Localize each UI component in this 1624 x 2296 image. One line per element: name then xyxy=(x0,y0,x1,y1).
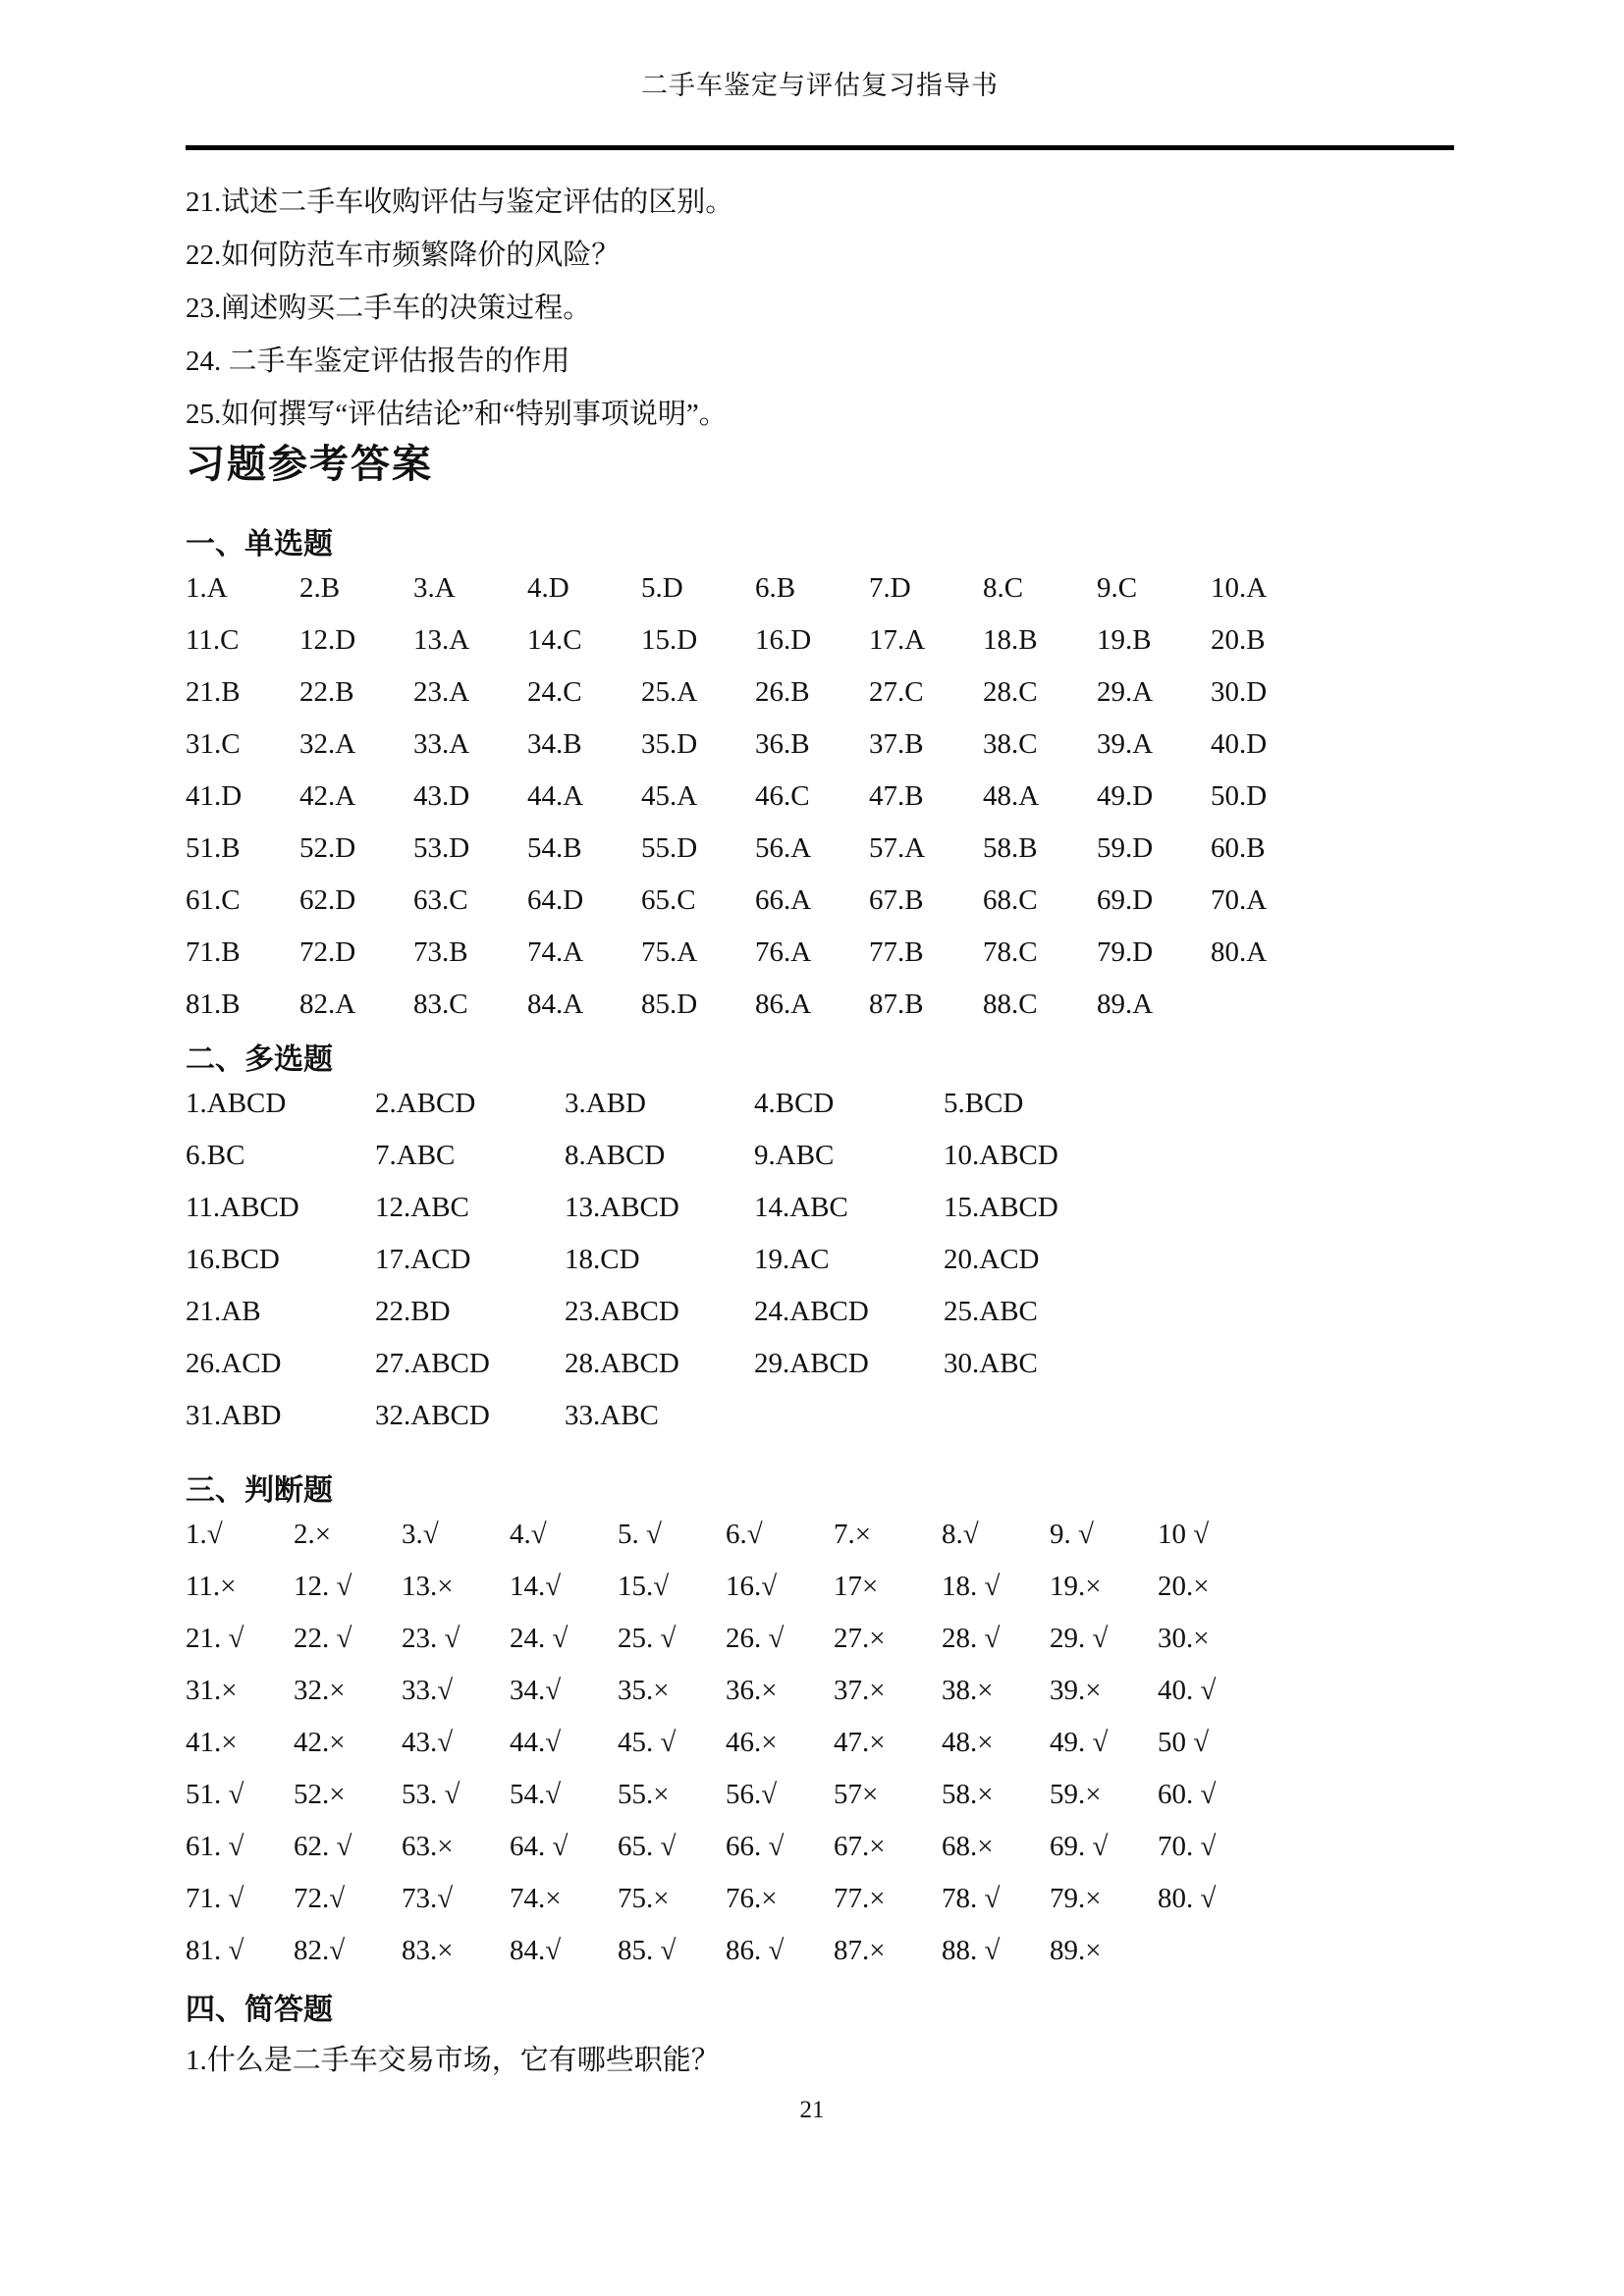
judgment-answer-grid xyxy=(186,1509,1454,1977)
answer-cell: 83.C xyxy=(413,988,468,1020)
answer-cell: 51. √ xyxy=(186,1779,244,1810)
answer-cell: 69. √ xyxy=(1050,1831,1109,1862)
answer-cell: 77.B xyxy=(869,936,924,968)
answer-cell: 5.BCD xyxy=(944,1088,1024,1119)
answer-cell: 34.√ xyxy=(510,1675,562,1706)
answer-cell: 78.C xyxy=(983,936,1038,968)
answer-cell: 58.B xyxy=(983,832,1038,864)
answer-row xyxy=(186,1925,1454,1977)
multi-choice-answer-grid xyxy=(186,1078,1454,1442)
answer-cell: 79.D xyxy=(1097,936,1154,968)
answer-row xyxy=(186,875,1454,927)
answer-cell: 29.A xyxy=(1097,676,1154,708)
answer-cell: 89.A xyxy=(1097,988,1154,1020)
answer-row xyxy=(186,1078,1454,1130)
answer-cell: 12.ABC xyxy=(375,1192,469,1223)
answer-cell: 55.D xyxy=(641,832,698,864)
answer-cell: 89.× xyxy=(1050,1935,1102,1966)
answer-cell: 6.√ xyxy=(726,1519,763,1550)
answer-cell: 51.B xyxy=(186,832,241,864)
answer-cell: 53. √ xyxy=(402,1779,460,1810)
answer-cell: 65. √ xyxy=(618,1831,677,1862)
answer-row xyxy=(186,1390,1454,1442)
answer-cell: 37.B xyxy=(869,728,924,760)
answer-cell: 76.A xyxy=(755,936,812,968)
answer-cell: 54.√ xyxy=(510,1779,562,1810)
answer-cell: 17.A xyxy=(869,624,926,656)
answer-cell: 48.× xyxy=(942,1727,994,1758)
answer-cell: 84.A xyxy=(527,988,584,1020)
answer-row xyxy=(186,1821,1454,1873)
answer-cell: 65.C xyxy=(641,884,696,916)
answer-cell: 19.B xyxy=(1097,624,1152,656)
answer-cell: 47.B xyxy=(869,780,924,812)
answer-cell: 26. √ xyxy=(726,1623,785,1654)
answer-cell: 71.B xyxy=(186,936,241,968)
answer-cell: 68.× xyxy=(942,1831,994,1862)
answer-cell: 18. √ xyxy=(942,1571,1001,1602)
answer-cell: 25.ABC xyxy=(944,1296,1038,1327)
answer-cell: 29. √ xyxy=(1050,1623,1109,1654)
answer-cell: 57× xyxy=(834,1779,879,1810)
answer-cell: 82.√ xyxy=(294,1935,346,1966)
answer-cell: 15.√ xyxy=(618,1571,670,1602)
answer-cell: 69.D xyxy=(1097,884,1154,916)
answer-row xyxy=(186,979,1454,1031)
answer-cell: 12. √ xyxy=(294,1571,352,1602)
answer-cell: 19.× xyxy=(1050,1571,1102,1602)
answer-cell: 63.C xyxy=(413,884,468,916)
answer-cell: 32.A xyxy=(299,728,356,760)
answer-cell: 8.ABCD xyxy=(565,1140,666,1171)
answer-row xyxy=(186,927,1454,979)
answer-cell: 7.× xyxy=(834,1519,872,1550)
answer-cell: 26.ACD xyxy=(186,1348,282,1379)
answer-cell: 64.D xyxy=(527,884,584,916)
answer-cell: 43.√ xyxy=(402,1727,454,1758)
answer-row xyxy=(186,1130,1454,1182)
answer-cell: 73.√ xyxy=(402,1883,454,1914)
answer-cell: 67.× xyxy=(834,1831,886,1862)
answer-cell: 49.D xyxy=(1097,780,1154,812)
answer-cell: 13.A xyxy=(413,624,470,656)
answer-cell: 2.× xyxy=(294,1519,332,1550)
answer-cell: 28.C xyxy=(983,676,1038,708)
answer-cell: 60.B xyxy=(1211,832,1266,864)
short-answer-heading: 四、简答题 xyxy=(186,1993,333,2027)
answer-cell: 3.√ xyxy=(402,1519,439,1550)
answer-cell: 16.√ xyxy=(726,1571,778,1602)
answer-cell: 79.× xyxy=(1050,1883,1102,1914)
answer-row xyxy=(186,719,1454,771)
answer-cell: 86. √ xyxy=(726,1935,785,1966)
answer-cell: 9. √ xyxy=(1050,1519,1094,1550)
answer-cell: 57.A xyxy=(869,832,926,864)
answer-cell: 6.B xyxy=(755,572,796,604)
answer-cell: 67.B xyxy=(869,884,924,916)
answer-cell: 21.B xyxy=(186,676,241,708)
answer-cell: 68.C xyxy=(983,884,1038,916)
answer-cell: 1.√ xyxy=(186,1519,223,1550)
answer-cell: 9.C xyxy=(1097,572,1138,604)
answer-cell: 28. √ xyxy=(942,1623,1001,1654)
answer-cell: 59.× xyxy=(1050,1779,1102,1810)
answer-cell: 24. √ xyxy=(510,1623,568,1654)
question-line: 22.如何防范车市频繁降价的风险？ xyxy=(186,240,621,271)
single-choice-heading: 一、单选题 xyxy=(186,527,333,561)
answer-cell: 28.ABCD xyxy=(565,1348,679,1379)
answer-row xyxy=(186,1509,1454,1561)
answer-cell: 33.A xyxy=(413,728,470,760)
answer-cell: 18.B xyxy=(983,624,1038,656)
answer-cell: 5. √ xyxy=(618,1519,662,1550)
answer-cell: 15.ABCD xyxy=(944,1192,1058,1223)
page-content xyxy=(186,0,1454,2081)
answer-cell: 8.C xyxy=(983,572,1024,604)
answer-cell: 82.A xyxy=(299,988,356,1020)
answer-cell: 27.C xyxy=(869,676,924,708)
answer-cell: 29.ABCD xyxy=(754,1348,869,1379)
answer-cell: 13.ABCD xyxy=(565,1192,679,1223)
answer-cell: 55.× xyxy=(618,1779,670,1810)
answer-row xyxy=(186,1234,1454,1286)
answer-cell: 20.ACD xyxy=(944,1244,1040,1275)
answer-cell: 10.ABCD xyxy=(944,1140,1058,1171)
answer-cell: 1.ABCD xyxy=(186,1088,287,1119)
answer-cell: 62. √ xyxy=(294,1831,352,1862)
answer-cell: 72.√ xyxy=(294,1883,346,1914)
answer-cell: 34.B xyxy=(527,728,582,760)
answer-cell: 10.A xyxy=(1211,572,1268,604)
answer-cell: 41.D xyxy=(186,780,243,812)
answer-cell: 38.× xyxy=(942,1675,994,1706)
answer-cell: 23.A xyxy=(413,676,470,708)
answer-cell: 3.A xyxy=(413,572,456,604)
answer-cell: 49. √ xyxy=(1050,1727,1109,1758)
question-list xyxy=(186,176,1454,441)
answer-cell: 46.× xyxy=(726,1727,778,1758)
answer-cell: 21.AB xyxy=(186,1296,261,1327)
answer-cell: 56.√ xyxy=(726,1779,778,1810)
answer-cell: 20.× xyxy=(1158,1571,1210,1602)
answer-cell: 42.× xyxy=(294,1727,346,1758)
answer-cell: 88.C xyxy=(983,988,1038,1020)
answer-cell: 13.× xyxy=(402,1571,454,1602)
answer-cell: 88. √ xyxy=(942,1935,1001,1966)
answer-cell: 63.× xyxy=(402,1831,454,1862)
answer-cell: 87.× xyxy=(834,1935,886,1966)
answer-row xyxy=(186,771,1454,823)
answer-cell: 19.AC xyxy=(754,1244,830,1275)
answer-cell: 24.ABCD xyxy=(754,1296,869,1327)
answer-cell: 30.ABC xyxy=(944,1348,1038,1379)
header-rule xyxy=(186,145,1454,150)
answer-cell: 61.C xyxy=(186,884,241,916)
answer-cell: 61. √ xyxy=(186,1831,244,1862)
answer-cell: 43.D xyxy=(413,780,470,812)
judgment-heading: 三、判断题 xyxy=(186,1473,333,1508)
question-line: 23.阐述购买二手车的决策过程。 xyxy=(186,293,592,324)
answer-cell: 4.√ xyxy=(510,1519,547,1550)
answer-cell: 38.C xyxy=(983,728,1038,760)
answer-cell: 27.ABCD xyxy=(375,1348,490,1379)
question-line: 25.如何撰写“评估结论”和“特别事项说明”。 xyxy=(186,399,728,430)
answer-cell: 23. √ xyxy=(402,1623,460,1654)
answer-cell: 5.D xyxy=(641,572,683,604)
answer-cell: 50 √ xyxy=(1158,1727,1210,1758)
answers-section-title: 习题参考答案 xyxy=(186,442,433,487)
answer-cell: 1.A xyxy=(186,572,228,604)
answer-cell: 74.× xyxy=(510,1883,562,1914)
answer-cell: 9.ABC xyxy=(754,1140,835,1171)
answer-cell: 11.× xyxy=(186,1571,237,1602)
answer-cell: 53.D xyxy=(413,832,470,864)
answer-cell: 4.D xyxy=(527,572,569,604)
answer-cell: 40.D xyxy=(1211,728,1268,760)
answer-cell: 66. √ xyxy=(726,1831,785,1862)
answer-row xyxy=(186,667,1454,719)
answer-row xyxy=(186,1769,1454,1821)
answer-cell: 32.× xyxy=(294,1675,346,1706)
answer-cell: 54.B xyxy=(527,832,582,864)
answer-cell: 4.BCD xyxy=(754,1088,835,1119)
answer-cell: 30.× xyxy=(1158,1623,1210,1654)
answer-cell: 85.D xyxy=(641,988,698,1020)
answer-cell: 78. √ xyxy=(942,1883,1001,1914)
answer-cell: 7.ABC xyxy=(375,1140,456,1171)
answer-cell: 70.A xyxy=(1211,884,1268,916)
answer-cell: 12.D xyxy=(299,624,356,656)
answer-cell: 16.BCD xyxy=(186,1244,280,1275)
answer-cell: 10 √ xyxy=(1158,1519,1210,1550)
answer-cell: 58.× xyxy=(942,1779,994,1810)
answer-cell: 60. √ xyxy=(1158,1779,1217,1810)
answer-row xyxy=(186,1873,1454,1925)
answer-row xyxy=(186,1717,1454,1769)
page-number: 21 xyxy=(799,2097,825,2123)
answer-cell: 32.ABCD xyxy=(375,1400,490,1431)
answer-cell: 81.B xyxy=(186,988,241,1020)
answer-row xyxy=(186,1665,1454,1717)
question-line: 21.试述二手车收购评估与鉴定评估的区别。 xyxy=(186,187,734,218)
answer-row xyxy=(186,1338,1454,1390)
answer-cell: 2.B xyxy=(299,572,341,604)
answer-cell: 31.× xyxy=(186,1675,238,1706)
answer-cell: 17× xyxy=(834,1571,879,1602)
answer-cell: 39.× xyxy=(1050,1675,1102,1706)
answer-cell: 86.A xyxy=(755,988,812,1020)
answer-cell: 35.D xyxy=(641,728,698,760)
answer-cell: 41.× xyxy=(186,1727,238,1758)
answer-cell: 50.D xyxy=(1211,780,1268,812)
answer-cell: 25. √ xyxy=(618,1623,677,1654)
answer-cell: 14.√ xyxy=(510,1571,562,1602)
answer-cell: 48.A xyxy=(983,780,1040,812)
answer-cell: 83.× xyxy=(402,1935,454,1966)
answer-row xyxy=(186,823,1454,875)
answer-cell: 11.C xyxy=(186,624,240,656)
answer-cell: 75.A xyxy=(641,936,698,968)
answer-cell: 44.A xyxy=(527,780,584,812)
answer-cell: 45. √ xyxy=(618,1727,677,1758)
answer-cell: 40. √ xyxy=(1158,1675,1217,1706)
answer-cell: 80. √ xyxy=(1158,1883,1217,1914)
answer-cell: 22. √ xyxy=(294,1623,352,1654)
answer-cell: 33.ABC xyxy=(565,1400,659,1431)
answer-cell: 31.ABD xyxy=(186,1400,282,1431)
answer-cell: 64. √ xyxy=(510,1831,568,1862)
answer-row xyxy=(186,1613,1454,1665)
answer-cell: 17.ACD xyxy=(375,1244,471,1275)
answer-cell: 3.ABD xyxy=(565,1088,646,1119)
answer-cell: 35.× xyxy=(618,1675,670,1706)
answer-cell: 11.ABCD xyxy=(186,1192,299,1223)
answer-cell: 74.A xyxy=(527,936,584,968)
answer-cell: 52.× xyxy=(294,1779,346,1810)
answer-cell: 76.× xyxy=(726,1883,778,1914)
answer-cell: 21. √ xyxy=(186,1623,244,1654)
answer-cell: 56.A xyxy=(755,832,812,864)
answer-row xyxy=(186,1182,1454,1234)
answer-cell: 47.× xyxy=(834,1727,886,1758)
answer-cell: 31.C xyxy=(186,728,241,760)
answer-cell: 37.× xyxy=(834,1675,886,1706)
running-header-title: 二手车鉴定与评估复习指导书 xyxy=(641,71,999,100)
answer-cell: 52.D xyxy=(299,832,356,864)
answer-row xyxy=(186,562,1454,614)
answer-cell: 62.D xyxy=(299,884,356,916)
answer-cell: 87.B xyxy=(869,988,924,1020)
answer-cell: 22.BD xyxy=(375,1296,451,1327)
answer-cell: 39.A xyxy=(1097,728,1154,760)
answer-cell: 70. √ xyxy=(1158,1831,1217,1862)
answer-cell: 8.√ xyxy=(942,1519,979,1550)
single-choice-answer-grid xyxy=(186,562,1454,1031)
answer-cell: 26.B xyxy=(755,676,810,708)
answer-cell: 25.A xyxy=(641,676,698,708)
answer-cell: 14.ABC xyxy=(754,1192,848,1223)
short-answer-question: 1.什么是二手车交易市场，它有哪些职能？ xyxy=(186,2045,720,2076)
answer-cell: 16.D xyxy=(755,624,812,656)
answer-cell: 33.√ xyxy=(402,1675,454,1706)
answer-cell: 71. √ xyxy=(186,1883,244,1914)
answer-cell: 42.A xyxy=(299,780,356,812)
answer-cell: 36.× xyxy=(726,1675,778,1706)
answer-cell: 80.A xyxy=(1211,936,1268,968)
answer-cell: 77.× xyxy=(834,1883,886,1914)
answer-cell: 7.D xyxy=(869,572,911,604)
answer-cell: 27.× xyxy=(834,1623,886,1654)
answer-cell: 72.D xyxy=(299,936,356,968)
answer-cell: 14.C xyxy=(527,624,582,656)
answer-cell: 66.A xyxy=(755,884,812,916)
answer-row xyxy=(186,1286,1454,1338)
answer-cell: 18.CD xyxy=(565,1244,640,1275)
answer-cell: 73.B xyxy=(413,936,468,968)
answer-cell: 85. √ xyxy=(618,1935,677,1966)
answer-cell: 22.B xyxy=(299,676,354,708)
answer-cell: 75.× xyxy=(618,1883,670,1914)
answer-cell: 24.C xyxy=(527,676,582,708)
answer-cell: 36.B xyxy=(755,728,810,760)
answer-cell: 46.C xyxy=(755,780,810,812)
answer-row xyxy=(186,614,1454,667)
answer-cell: 44.√ xyxy=(510,1727,562,1758)
answer-cell: 20.B xyxy=(1211,624,1266,656)
answer-row xyxy=(186,1561,1454,1613)
question-line: 24. 二手车鉴定评估报告的作用 xyxy=(186,346,570,377)
answer-cell: 45.A xyxy=(641,780,698,812)
answer-cell: 30.D xyxy=(1211,676,1268,708)
answer-cell: 15.D xyxy=(641,624,698,656)
answer-cell: 6.BC xyxy=(186,1140,245,1171)
answer-cell: 23.ABCD xyxy=(565,1296,679,1327)
answer-cell: 2.ABCD xyxy=(375,1088,476,1119)
answer-cell: 84.√ xyxy=(510,1935,562,1966)
answer-cell: 81. √ xyxy=(186,1935,244,1966)
multi-choice-heading: 二、多选题 xyxy=(186,1042,333,1077)
answer-cell: 59.D xyxy=(1097,832,1154,864)
